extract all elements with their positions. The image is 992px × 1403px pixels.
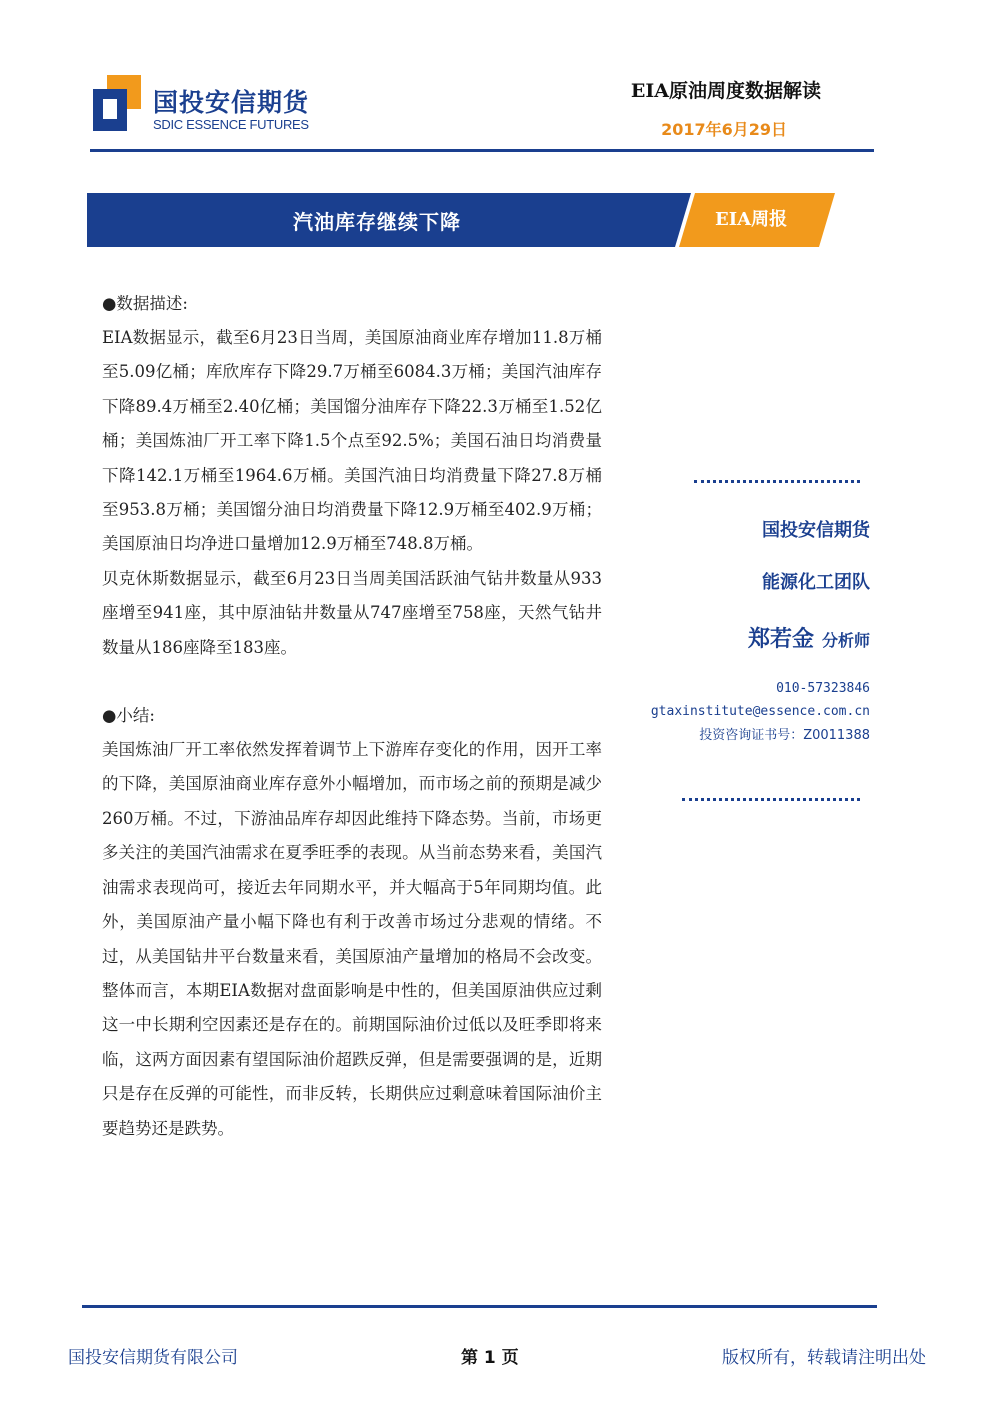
summary-heading: ●小结: xyxy=(102,706,155,726)
header-divider xyxy=(90,149,874,152)
eia-data-paragraph: EIA数据显示，截至6月23日当周，美国原油商业库存增加11.8万桶至5.09亿桶；库欣库存下降29.7万桶至6084.3万桶；美国汽油库存下降89.4万桶至2.40亿桶；美国馏分油库存下降22.3万桶至1.52亿桶；美国炼油厂开工率下降1.5个点至92.5%；美国石油日均消费量下降142.1万桶至1964.6万桶。美国汽油日均消费量下降27.8万桶至953.8万桶；美国馏分油日均消费量下降12.9万桶至402.9万桶；美国原油日均净进口量增加12.9万桶至748.8万桶。 xyxy=(102,328,602,554)
sidebar-dotted-divider-bottom xyxy=(682,798,860,801)
company-logo xyxy=(93,75,333,135)
report-title: EIA原油周度数据解读 xyxy=(630,80,821,102)
analyst-role: 分析师 xyxy=(821,631,870,650)
analyst-name: 郑若金 xyxy=(747,627,814,652)
data-description-heading: ●数据描述: xyxy=(102,294,188,313)
banner-tag: EIA周报 xyxy=(715,209,788,230)
page-number: 第 1 页 xyxy=(461,1348,519,1368)
sidebar-company: 国投安信期货 xyxy=(762,520,870,541)
report-date: 2017年6月29日 xyxy=(661,120,787,139)
baker-hughes-paragraph: 贝克休斯数据显示，截至6月23日当周美国活跃油气钻井数量从933座增至941座，其中原油钻井数量从747座增至758座，天然气钻井数量从186座降至183座。 xyxy=(102,568,602,657)
footer-company: 国投安信期货有限公司 xyxy=(68,1348,238,1368)
report-body xyxy=(102,287,602,1146)
footer-copyright: 版权所有，转载请注明出处 xyxy=(722,1348,926,1368)
logo-mark-icon xyxy=(93,75,141,131)
sidebar-team: 能源化工团队 xyxy=(762,572,870,593)
summary-paragraph: 美国炼油厂开工率依然发挥着调节上下游库存变化的作用，因开工率的下降，美国原油商业库存意外小幅增加，而市场之前的预期是减少260万桶。不过，下游油品库存却因此维持下降态势。当前，市场更多关注的美国汽油需求在夏季旺季的表现。从当前态势来看，美国汽油需求表现尚可，接近去年同期水平，并大幅高于5年同期均值。此外，美国原油产量小幅下降也有利于改善市场过分悲观的情绪。不过，从美国钻井平台数量来看，美国原油产量增加的格局不会改变。整体而言，本期EIA数据对盘面影响是中性的，但美国原油供应过剩这一中长期利空因素还是存在的。前期国际油价过低以及旺季即将来临，这两方面因素有望国际油价超跌反弹，但是需要强调的是，近期只是存在反弹的可能性，而非反转，长期供应过剩意味着国际油价主要趋势还是跌势。 xyxy=(102,740,602,1138)
logo-text-en: SDIC ESSENCE FUTURES xyxy=(153,117,309,132)
title-banner xyxy=(87,193,835,247)
banner-title: 汽油库存继续下降 xyxy=(293,210,461,234)
analyst-info xyxy=(748,622,870,653)
logo-text-cn: 国投安信期货 xyxy=(153,88,310,117)
sidebar-dotted-divider-top xyxy=(694,480,860,483)
analyst-email[interactable]: gtaxinstitute@essence.com.cn xyxy=(650,704,870,719)
footer-divider xyxy=(82,1305,877,1308)
analyst-certificate: 投资咨询证书号：Z0011388 xyxy=(699,728,870,743)
analyst-phone: 010-57323846 xyxy=(776,681,870,696)
